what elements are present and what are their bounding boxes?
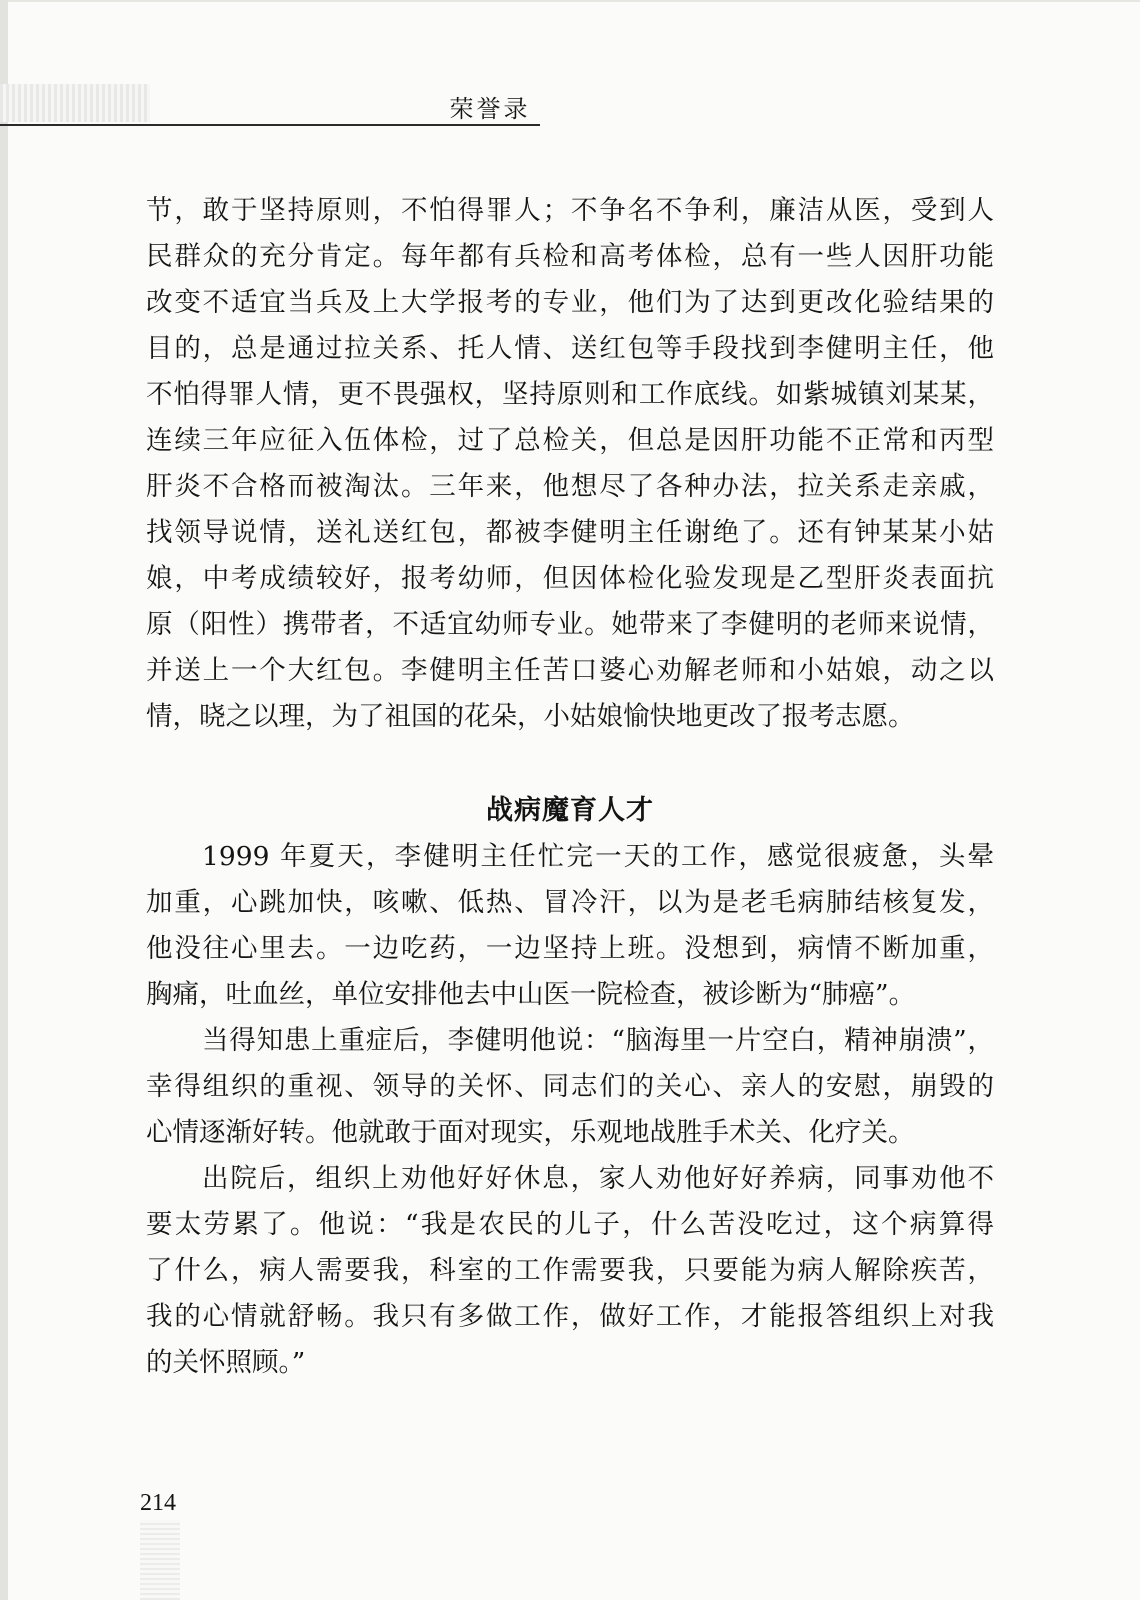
scan-edge-top	[0, 0, 1140, 2]
continued-paragraph	[146, 188, 994, 740]
paragraph-1	[146, 834, 994, 1018]
text-line: 出院后，组织上劝他好好休息，家人劝他好好养病，同事劝他不	[202, 1163, 994, 1194]
paragraph-2	[146, 1018, 994, 1156]
paragraph-3	[146, 1156, 994, 1386]
text-line: 情，晓之以理，为了祖国的花朵，小姑娘愉快地更改了报考志愿。	[146, 701, 915, 732]
page-number: 214	[140, 1490, 176, 1516]
text-line: 加重，心跳加快，咳嗽、低热、冒冷汗，以为是老毛病肺结核复发，	[146, 887, 994, 918]
text-line: 了什么，病人需要我，科室的工作需要我，只要能为病人解除疾苦，	[146, 1255, 994, 1286]
text-line: 幸得组织的重视、领导的关怀、同志们的关心、亲人的安慰，崩毁的	[146, 1071, 994, 1102]
text-line: 找领导说情，送礼送红包，都被李健明主任谢绝了。还有钟某某小姑	[146, 517, 994, 548]
text-line: 1999 年夏天，李健明主任忙完一天的工作，感觉很疲惫，头晕	[202, 841, 994, 872]
text-line: 的关怀照顾。”	[146, 1347, 306, 1378]
text-line: 节，敢于坚持原则，不怕得罪人；不争名不争利，廉洁从医，受到人	[146, 195, 994, 226]
text-line: 不怕得罪人情，更不畏强权，坚持原则和工作底线。如紫城镇刘某某，	[146, 379, 994, 410]
scan-shading	[140, 1520, 180, 1600]
text-line: 胸痛，吐血丝，单位安排他去中山医一院检查，被诊断为“肺癌”。	[146, 979, 916, 1010]
text-line: 当得知患上重症后，李健明他说：“脑海里一片空白，精神崩溃”，	[202, 1025, 994, 1056]
text-line: 目的，总是通过拉关系、托人情、送红包等手段找到李健明主任，他	[146, 333, 994, 364]
text-line: 肝炎不合格而被淘汰。三年来，他想尽了各种办法，拉关系走亲戚，	[146, 471, 994, 502]
scan-edge-left	[0, 0, 8, 1600]
text-line: 要太劳累了。他说：“我是农民的儿子，什么苦没吃过，这个病算得	[146, 1209, 994, 1240]
text-line: 我的心情就舒畅。我只有多做工作，做好工作，才能报答组织上对我	[146, 1301, 994, 1332]
text-line: 他没往心里去。一边吃药，一边坚持上班。没想到，病情不断加重，	[146, 933, 994, 964]
text-line: 民群众的充分肯定。每年都有兵检和高考体检，总有一些人因肝功能	[146, 241, 994, 272]
text-line: 原（阳性）携带者，不适宜幼师专业。她带来了李健明的老师来说情，	[146, 609, 994, 640]
text-line: 连续三年应征入伍体检，过了总检关，但总是因肝功能不正常和丙型	[146, 425, 994, 456]
section-title: 战病魔育人才	[486, 795, 654, 826]
header-rule	[0, 124, 540, 126]
running-head: 荣誉录	[449, 95, 531, 123]
text-line: 娘，中考成绩较好，报考幼师，但因体检化验发现是乙型肝炎表面抗	[146, 563, 994, 594]
text-line: 心情逐渐好转。他就敢于面对现实，乐观地战胜手术关、化疗关。	[146, 1117, 915, 1148]
text-line: 并送上一个大红包。李健明主任苦口婆心劝解老师和小姑娘，动之以	[146, 655, 994, 686]
text-line: 改变不适宜当兵及上大学报考的专业，他们为了达到更改化验结果的	[146, 287, 994, 318]
scan-shading	[0, 84, 150, 122]
